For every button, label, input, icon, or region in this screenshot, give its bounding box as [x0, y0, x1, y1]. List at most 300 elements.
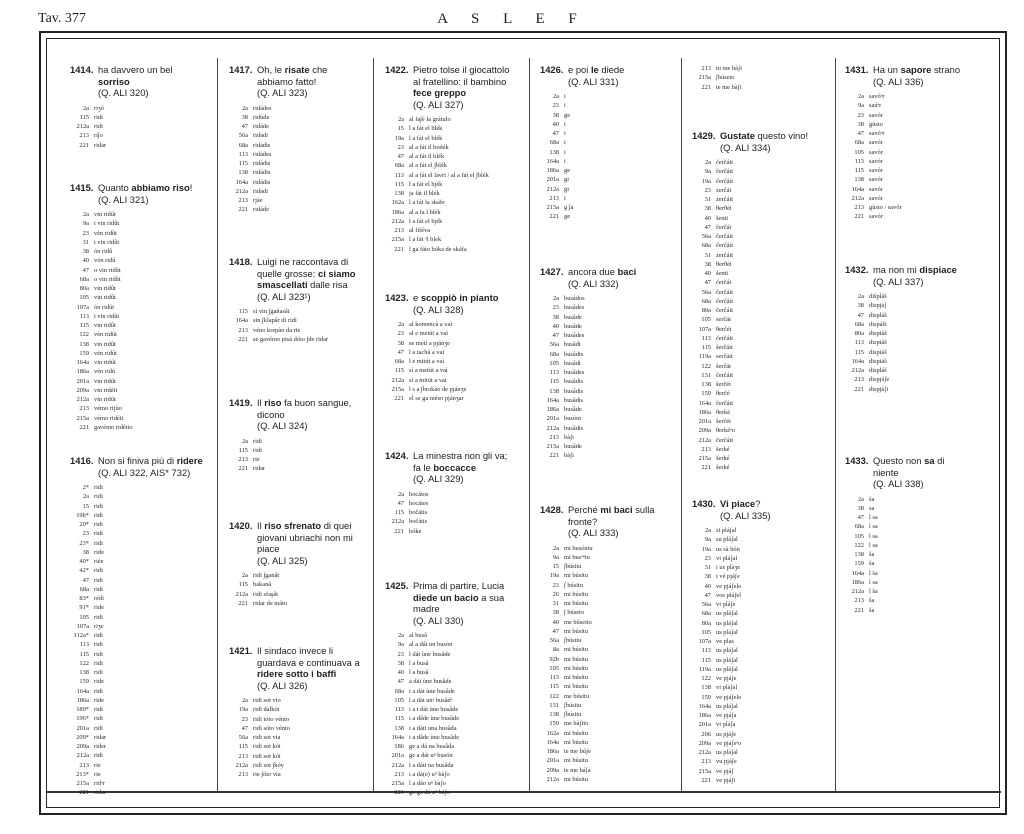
dialect-form: θerké [716, 408, 731, 416]
response-row [229, 705, 362, 714]
survey-point: 15 [397, 125, 404, 133]
response-row [692, 436, 822, 445]
dialect-form: sì a mitút a vai [409, 376, 447, 384]
question-text: di niente [873, 455, 945, 478]
survey-point: 2a [241, 572, 248, 579]
dialect-form: gavémo ridéito [94, 423, 133, 431]
survey-point: 107a [698, 325, 711, 333]
target-word: riso [264, 397, 282, 408]
dialect-form: busádos [564, 295, 585, 302]
survey-point: 164a [546, 738, 559, 746]
dialect-form: šerčét [716, 418, 731, 425]
survey-point: 221 [394, 245, 404, 253]
survey-point: 186a [851, 578, 864, 586]
survey-point: 221 [238, 599, 248, 607]
dialect-form: al a fát il blék [409, 153, 445, 160]
dialect-form: mi búsitu [564, 590, 588, 598]
survey-point: 23 [397, 143, 404, 151]
survey-point: 213 [238, 456, 248, 463]
response-row [692, 399, 822, 408]
survey-point: 47 [397, 153, 404, 160]
response-row [229, 178, 362, 187]
dialect-form: ve pjáʃeᵊo [716, 739, 742, 747]
dialect-form: čerčát [716, 223, 732, 231]
target-word: dispiace [919, 264, 957, 275]
survey-point: 209a [698, 427, 711, 435]
question-text: La minestra non gli va; fa le [413, 450, 508, 473]
response-row [692, 260, 822, 269]
dialect-form: su pláʃal [716, 536, 738, 544]
response-row [70, 687, 206, 696]
response-row [70, 229, 206, 238]
response-row [385, 208, 515, 217]
survey-point: 38 [552, 313, 559, 321]
response-row [540, 692, 668, 701]
response-row [845, 292, 965, 301]
dialect-form: us pláʃal [716, 619, 738, 627]
survey-point: 138 [238, 169, 248, 177]
survey-point: 47 [82, 576, 89, 584]
survey-point: 221 [79, 141, 89, 149]
dialect-form: ridi sot vío [253, 697, 281, 704]
column-divider [217, 58, 218, 791]
dialect-form: busóni [564, 415, 582, 423]
response-row [540, 590, 668, 599]
response-row [540, 148, 668, 157]
survey-point: 56a [701, 601, 711, 608]
response-row [70, 256, 206, 265]
dialect-form: θerθéi [716, 205, 732, 213]
response-row [229, 464, 362, 473]
response-row [70, 275, 206, 284]
entry-1421 [229, 645, 362, 779]
response-row [540, 313, 668, 322]
dialect-form: ridi [94, 724, 103, 732]
survey-point: 131 [549, 701, 559, 709]
response-row [540, 747, 668, 756]
survey-point: 122 [79, 659, 89, 667]
response-row [692, 656, 822, 665]
survey-point: 164a [851, 357, 864, 365]
survey-point: 131 [701, 371, 711, 379]
survey-point: 138 [854, 551, 864, 558]
survey-point: 40 [704, 582, 711, 590]
survey-point: 122 [79, 331, 89, 339]
response-row [540, 294, 668, 303]
dialect-form: čerčáit [716, 288, 734, 296]
survey-point: 115 [549, 378, 559, 386]
survey-point: 107a [76, 622, 89, 630]
response-row [385, 631, 515, 640]
survey-point: 2a [241, 697, 248, 704]
response-row [385, 134, 515, 143]
dialect-form: l sa [869, 532, 878, 540]
survey-point: 112a* [73, 632, 89, 639]
survey-point: 115 [394, 367, 404, 375]
response-row [229, 571, 362, 580]
dialect-form: ridar [94, 733, 107, 741]
dialect-form: dispiáš [869, 339, 887, 347]
questionnaire-reference: (Q. ALI 320) [98, 87, 149, 98]
dialect-form: tu me bàʃi [716, 65, 742, 72]
survey-point: 9a [857, 102, 864, 110]
questionnaire-reference: (Q. ALI 321) [98, 193, 149, 205]
dialect-form: mi busᵊⁿtu [564, 553, 590, 561]
survey-point: 186a [546, 406, 559, 413]
dialect-form: ridádi [253, 132, 268, 140]
dialect-form: al a fát el lávri / al a fát el ∫blék [409, 171, 489, 179]
response-row [540, 111, 668, 120]
survey-point: 2a [397, 490, 404, 498]
entry-heading [70, 182, 206, 194]
dialect-form: al e metút a vaì [409, 330, 449, 338]
response-list [692, 64, 822, 92]
response-row [385, 770, 515, 779]
dialect-form: l a busâ [409, 659, 429, 667]
response-list [70, 483, 206, 798]
entry-question [413, 450, 515, 473]
survey-point: 56a [238, 132, 248, 140]
response-row [540, 599, 668, 608]
dialect-form: ∫búsitu [564, 701, 582, 709]
dialect-form: ridádi [253, 187, 268, 195]
survey-point: 212a [391, 761, 404, 769]
dialect-form: i [564, 120, 566, 128]
response-row [540, 331, 668, 340]
dialect-form: l a fát el bjék [409, 217, 443, 225]
dialect-form: ridi [94, 484, 103, 491]
survey-point: 115 [701, 656, 711, 664]
survey-point: 80a [854, 330, 864, 337]
survey-point: 164a [235, 317, 248, 325]
dialect-form: čerčáit [716, 371, 734, 379]
response-row [70, 733, 206, 742]
survey-point: 162a [391, 199, 404, 207]
survey-point: 105 [549, 359, 559, 367]
dialect-form: al a dât un busón [409, 641, 453, 649]
entry-number: 1420. [229, 520, 253, 531]
dialect-form: ge ga dá uⁿ bàʃo [409, 789, 451, 797]
response-row [540, 185, 668, 194]
target-word: boccacce [433, 461, 477, 473]
response-row [845, 522, 965, 531]
survey-point: 31 [552, 600, 559, 607]
dialect-form: al fiféva [409, 227, 431, 234]
dialect-form: ġe [564, 111, 571, 119]
survey-point: 213 [394, 770, 404, 778]
survey-point: 2a [82, 211, 89, 218]
response-row [692, 674, 822, 683]
survey-point: 113 [854, 157, 864, 165]
response-row [540, 203, 668, 212]
response-row [70, 414, 206, 423]
response-row [692, 204, 822, 213]
survey-point: 221 [854, 606, 864, 614]
survey-point: 38 [82, 548, 89, 556]
survey-point: 107a [698, 638, 711, 645]
dialect-form: bakanâ [253, 581, 272, 589]
entry-question [98, 455, 206, 467]
response-row [70, 714, 206, 723]
dialect-form: vos pláʃel [716, 591, 742, 599]
response-row [70, 548, 206, 557]
questionnaire-reference: (Q. ALI 336) [873, 75, 924, 87]
entry-number: 1424. [385, 450, 409, 461]
response-row [385, 742, 515, 751]
dialect-form: l a dáo uⁿ bàʃo [409, 780, 446, 787]
dialect-form: ge [564, 167, 571, 174]
survey-point: 115 [701, 344, 711, 351]
survey-point: 115 [238, 446, 248, 454]
question-text: di quei giovani ubriachi non mi piace [257, 520, 353, 554]
response-row [385, 161, 515, 170]
dialect-form: sì a metùt a vaì [409, 367, 448, 375]
response-row [692, 334, 822, 343]
entry-1420 [229, 520, 362, 608]
entry-1432 [845, 264, 965, 394]
target-word: Vi piace [720, 498, 756, 509]
question-text: strano [931, 64, 961, 75]
response-row [692, 214, 822, 223]
entry-question [257, 645, 362, 680]
dialect-form: riʒe [94, 622, 104, 630]
dialect-form: us pláʃal [716, 749, 738, 756]
survey-point: 23 [704, 554, 711, 562]
response-row [540, 424, 668, 433]
dialect-form: θerčé [716, 390, 730, 398]
dialect-form: vin ridút [94, 359, 116, 366]
survey-point: 47 [397, 499, 404, 507]
question-text: ancora due [568, 266, 618, 277]
survey-point: 23* [79, 539, 89, 547]
response-row [692, 748, 822, 757]
dialect-form: vi pláʃa [716, 721, 736, 729]
survey-point: 209a [698, 739, 711, 747]
survey-point: 8a [552, 646, 559, 654]
survey-point: 9a [552, 553, 559, 561]
response-row [70, 520, 206, 529]
dialect-form: i [564, 157, 566, 165]
dialect-form: ride [94, 696, 104, 704]
survey-point: 2a [552, 544, 559, 552]
survey-point: 23 [857, 111, 864, 119]
survey-point: 213 [79, 132, 89, 140]
survey-point: 138 [394, 190, 404, 197]
entry-heading [540, 64, 668, 76]
entry-heading [385, 64, 515, 99]
dialect-form: čerčát [716, 279, 732, 287]
response-row [540, 138, 668, 147]
survey-point: 221 [394, 789, 404, 797]
response-row [70, 511, 206, 520]
survey-point: 115 [854, 348, 864, 356]
response-row [692, 619, 822, 628]
survey-point: 2a [241, 104, 248, 112]
survey-point: 186a [698, 712, 711, 719]
target-word: sapore [900, 64, 932, 75]
survey-point: 159 [549, 720, 559, 728]
response-list [692, 526, 822, 785]
dialect-form: l ga fáto bóka de skáfa [409, 245, 467, 253]
survey-point: 113 [394, 706, 404, 713]
dialect-form: ridi [253, 437, 262, 445]
response-row [692, 572, 822, 581]
dialect-form: ge a dá na busâda [409, 743, 455, 750]
dialect-form: al a fát el ∫blék [409, 162, 447, 170]
question-text: ? [755, 498, 761, 509]
response-row [229, 122, 362, 131]
survey-point: 47 [397, 348, 404, 356]
survey-point: 201a [546, 757, 559, 765]
dialect-form: ve plas [716, 638, 734, 645]
survey-point: 201a [546, 415, 559, 423]
survey-point: 56a [549, 637, 559, 644]
survey-point: 68a [701, 610, 711, 618]
response-row [692, 64, 822, 73]
response-row [385, 366, 515, 375]
survey-point: 105 [701, 316, 711, 324]
survey-point: 31 [704, 251, 711, 259]
survey-point: 186a [698, 408, 711, 416]
dialect-form: us pláʃal [716, 610, 738, 618]
dialect-form: se gavémo pisà dóio ∫de ridar [253, 335, 329, 343]
response-row [692, 325, 822, 334]
dialect-form: gi [564, 176, 569, 184]
survey-point: 80a [79, 285, 89, 292]
target-word: riso sfrenato [264, 520, 322, 531]
dialect-form: l ša [869, 588, 878, 595]
survey-point: 2a [82, 104, 89, 112]
response-row [692, 767, 822, 776]
response-row [692, 683, 822, 692]
response-row [692, 232, 822, 241]
dialect-form: vin ridût [94, 294, 116, 302]
dialect-form: vin ridút [94, 211, 116, 218]
dialect-form: rie ∫óto via [253, 771, 281, 778]
response-row [229, 113, 362, 122]
dialect-form: mi búsitu [564, 757, 588, 765]
dialect-form: al busâ [409, 632, 427, 639]
survey-point: 19a [394, 134, 404, 142]
response-row [229, 590, 362, 599]
survey-point: 138 [854, 176, 864, 184]
dialect-form: ridi [94, 493, 103, 501]
survey-point: 212a [851, 588, 864, 595]
dialect-form: bocátes [409, 499, 429, 507]
dialect-form: al fa∫è la grátulo [409, 116, 451, 123]
response-row [845, 194, 965, 203]
response-row [540, 368, 668, 377]
response-row [70, 349, 206, 358]
dialect-form: i [564, 139, 566, 147]
response-row [70, 585, 206, 594]
response-list [540, 544, 668, 785]
dialect-form: ridi [94, 641, 103, 649]
dialect-form: rie [94, 770, 101, 778]
dialect-form: busâde [564, 406, 582, 413]
dialect-form: θerčét [716, 325, 732, 333]
response-row [385, 226, 515, 235]
response-row [845, 495, 965, 504]
response-list [385, 115, 515, 254]
dialect-form: savór [869, 148, 883, 156]
response-row [845, 596, 965, 605]
response-row [540, 673, 668, 682]
survey-point: 164a [546, 157, 559, 165]
response-row [229, 733, 362, 742]
survey-point: 2a [704, 159, 711, 166]
entry-heading [70, 455, 206, 467]
dialect-form: ridádis [253, 178, 271, 186]
response-row [845, 166, 965, 175]
response-row [692, 288, 822, 297]
response-row [229, 316, 362, 325]
response-row [70, 321, 206, 330]
survey-point: 213 [549, 433, 559, 441]
response-row [70, 659, 206, 668]
dialect-form: šerčát [716, 362, 731, 370]
response-row [229, 455, 362, 464]
response-row [70, 210, 206, 219]
response-row [692, 711, 822, 720]
entry-number: 1426. [540, 64, 564, 75]
survey-point: 38 [552, 609, 559, 617]
dialect-form: busâdis [564, 387, 584, 395]
dialect-form: i a i dát ùne busâde [409, 706, 459, 713]
dialect-form: i us plàʒe [716, 564, 741, 571]
response-row [540, 433, 668, 442]
entry-heading [229, 645, 362, 680]
entry-heading [845, 455, 965, 478]
dialect-form: mi búsitu [564, 655, 588, 663]
response-row [540, 618, 668, 627]
survey-point: 105 [701, 628, 711, 636]
response-row [385, 348, 515, 357]
question-text: ha davvero un bel [98, 64, 173, 75]
response-row [692, 177, 822, 186]
entry-number: 1425. [385, 580, 409, 591]
dialect-form: riʒó [94, 104, 104, 112]
survey-point: 47 [241, 724, 248, 732]
dialect-form: l a fát el blék [409, 134, 443, 142]
survey-point: 164a [391, 733, 404, 741]
question-text: questo vino! [754, 130, 809, 141]
response-row [845, 138, 965, 147]
entry-question [568, 504, 668, 527]
response-row [70, 779, 206, 788]
response-row [229, 335, 362, 344]
dialect-form: busâdi [564, 341, 581, 349]
response-row [70, 113, 206, 122]
dialect-form: i a dá(e) uⁿ bàʃo [409, 770, 450, 778]
response-row [229, 599, 362, 608]
dialect-form: ridi sot ∫kóy [253, 761, 284, 769]
dialect-form: ridi [253, 446, 262, 454]
dialect-form: ridi [94, 521, 103, 528]
survey-point: 206 [701, 730, 711, 738]
dialect-form: ridi sfaşât [253, 590, 279, 598]
survey-point: 113 [701, 334, 711, 342]
survey-point: 212a [235, 187, 248, 195]
survey-point: 201a [76, 377, 89, 385]
survey-point: 213 [79, 405, 89, 413]
response-row [385, 171, 515, 180]
response-row [540, 645, 668, 654]
dialect-form: ja fát il blék [409, 190, 440, 197]
response-row [692, 269, 822, 278]
entry-number: 1430. [692, 498, 716, 509]
survey-point: 2a [857, 293, 864, 300]
